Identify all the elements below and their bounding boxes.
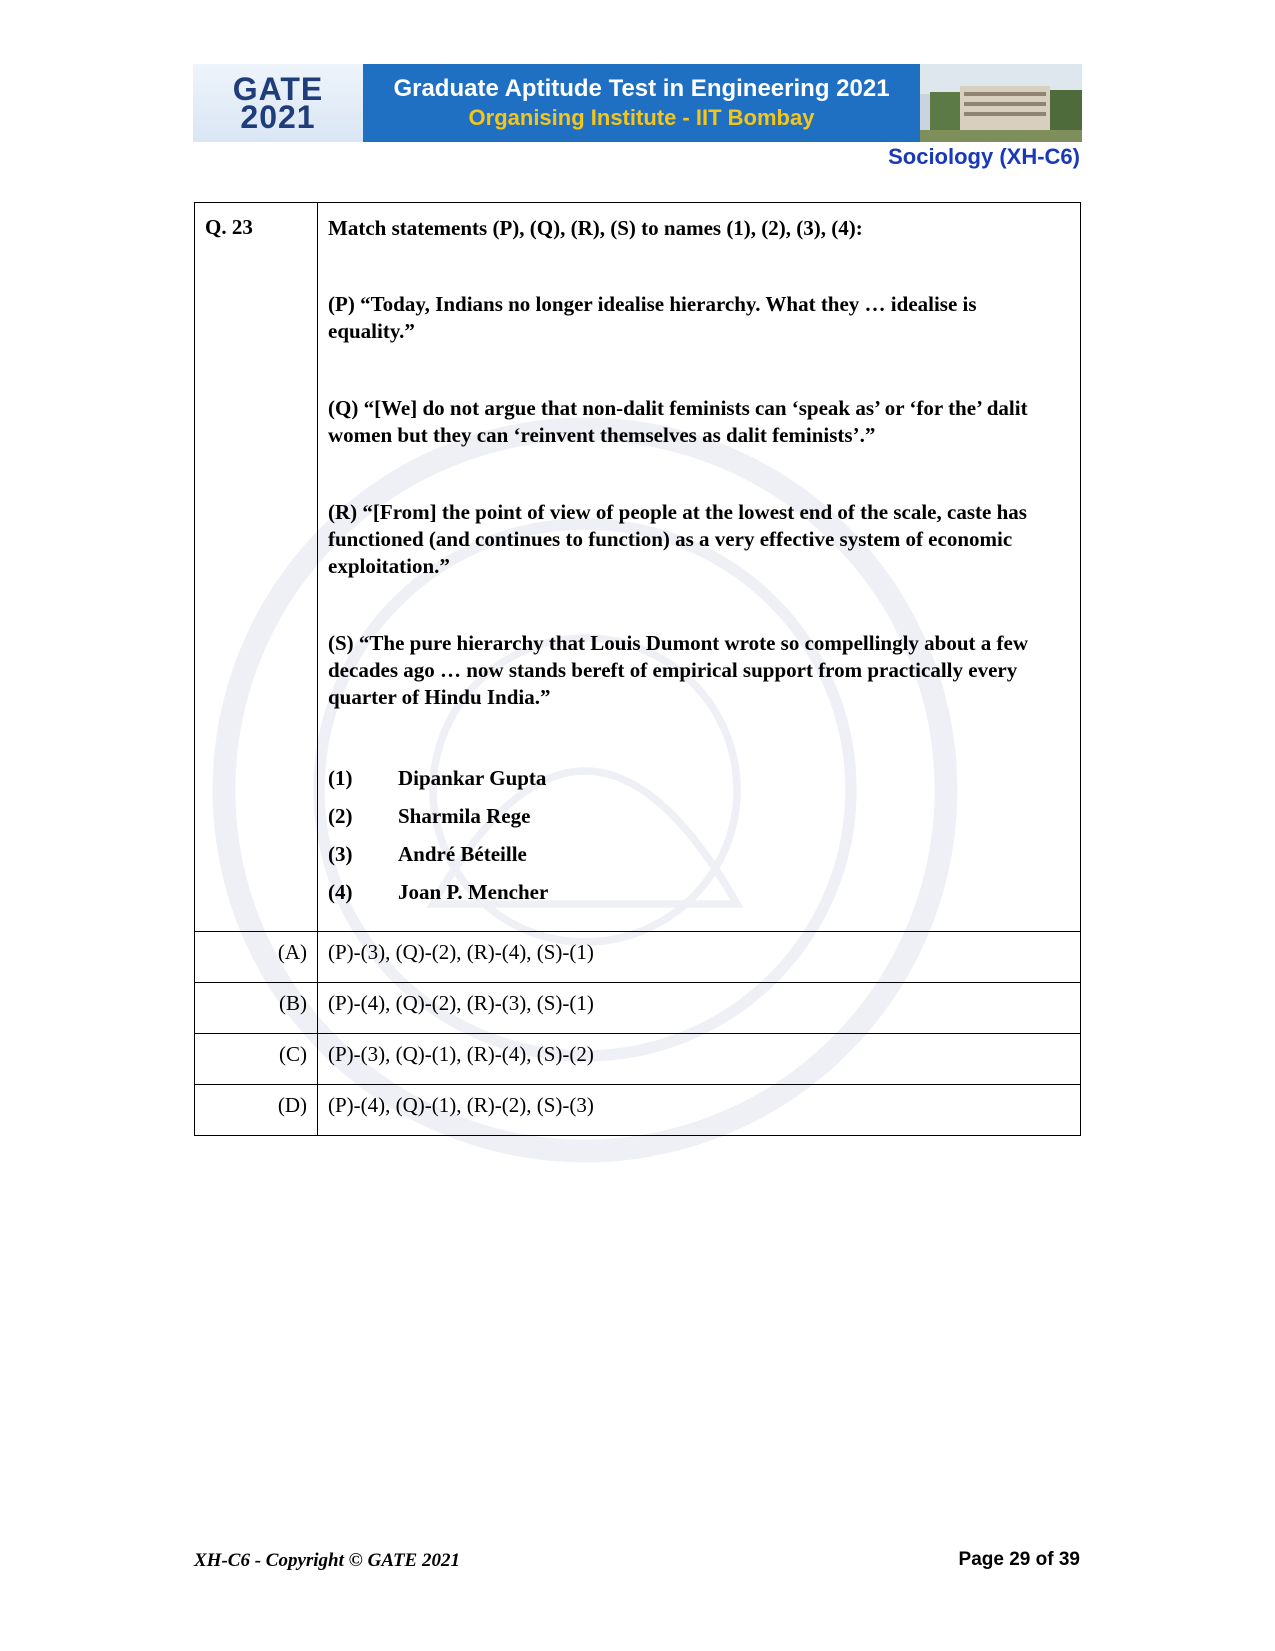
- footer-page-number: [959, 1549, 1080, 1571]
- name-text: Sharmila Rege: [398, 804, 531, 828]
- question-body: [318, 203, 1081, 932]
- option-label: (B): [195, 983, 318, 1034]
- statement-p: (P) “Today, Indians no longer idealise hierarchy. What they … idealise is equality.”: [328, 292, 977, 343]
- option-text: (P)-(4), (Q)-(2), (R)-(3), (S)-(1): [318, 983, 1081, 1034]
- option-label: (A): [195, 932, 318, 983]
- list-item: [328, 873, 1068, 911]
- page-total: 39: [1058, 1549, 1080, 1570]
- name-number: (1): [328, 766, 353, 790]
- option-text: (P)-(3), (Q)-(2), (R)-(4), (S)-(1): [318, 932, 1081, 983]
- statement-q: (Q) “[We] do not argue that non-dalit feminists can ‘speak as’ or ‘for the’ dalit women but they can ‘reinvent themselves as dalit feminists’.”: [328, 396, 1028, 447]
- list-item: [328, 759, 1068, 797]
- list-item: [328, 835, 1068, 873]
- option-label: (D): [195, 1085, 318, 1136]
- option-row-d[interactable]: [195, 1085, 1081, 1136]
- name-text: Dipankar Gupta: [398, 766, 547, 790]
- option-row-c[interactable]: [195, 1034, 1081, 1085]
- option-text: (P)-(3), (Q)-(1), (R)-(4), (S)-(2): [318, 1034, 1081, 1085]
- statement-r: (R) “[From] the point of view of people at the lowest end of the scale, caste has functioned (and continues to function) as a very effective system of economic exploitation.”: [328, 500, 1027, 578]
- option-label: (C): [195, 1034, 318, 1085]
- list-item: [328, 797, 1068, 835]
- statement-s: (S) “The pure hierarchy that Louis Dumont wrote so compellingly about a few decades ago … now stands bereft of empirical support from practically every quarter of Hindu India.”: [328, 631, 1029, 709]
- question-number: Q. 23: [195, 203, 318, 932]
- option-row-b[interactable]: [195, 983, 1081, 1034]
- question-row: [195, 203, 1081, 932]
- page-of: of: [1030, 1549, 1059, 1570]
- page-current: 29: [1009, 1549, 1031, 1570]
- name-text: André Béteille: [398, 842, 527, 866]
- name-number: (4): [328, 880, 353, 904]
- footer-copyright: XH-C6 - Copyright © GATE 2021: [194, 1550, 460, 1571]
- header-banner: [193, 64, 1082, 142]
- name-number: (2): [328, 804, 353, 828]
- banner-subtitle: Organising Institute - IIT Bombay: [468, 105, 815, 130]
- option-text: (P)-(4), (Q)-(1), (R)-(2), (S)-(3): [318, 1085, 1081, 1136]
- campus-building-image: [920, 64, 1082, 142]
- page-prefix: Page: [958, 1549, 1010, 1570]
- option-row-a[interactable]: [195, 932, 1081, 983]
- question-table: [194, 202, 1081, 1136]
- question-stem: Match statements (P), (Q), (R), (S) to names (1), (2), (3), (4):: [328, 216, 863, 240]
- name-text: Joan P. Mencher: [398, 880, 549, 904]
- name-number: (3): [328, 842, 353, 866]
- gate-logo: [193, 64, 363, 142]
- logo-word-gate: GATE: [232, 71, 324, 107]
- subject-label: Sociology (XH-C6): [888, 144, 1080, 169]
- names-list: [328, 759, 1068, 911]
- banner-title-block: [363, 64, 920, 142]
- banner-title: Graduate Aptitude Test in Engineering 2021: [393, 75, 890, 102]
- logo-word-year: 2021: [240, 99, 316, 135]
